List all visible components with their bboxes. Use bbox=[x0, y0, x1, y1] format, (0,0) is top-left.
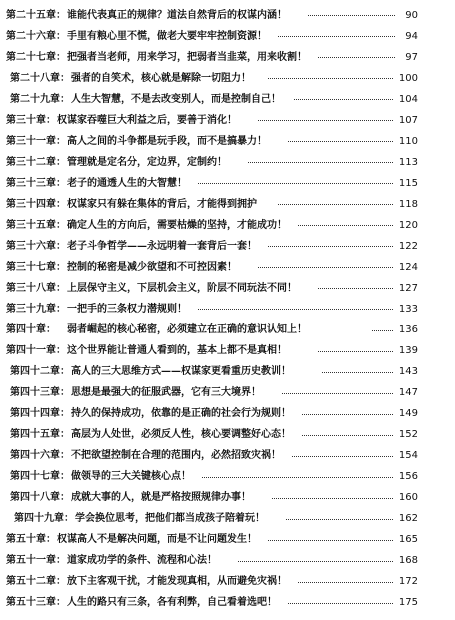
page-number: 154 bbox=[398, 450, 418, 462]
dot-leader bbox=[318, 57, 395, 58]
chapter-title: 人生的路只有三条，各有利弊，自己看着选吧！ bbox=[67, 597, 277, 609]
chapter-number: 第三十五章： bbox=[6, 219, 66, 231]
toc-entry[interactable] bbox=[0, 446, 455, 467]
page-number: 118 bbox=[398, 198, 418, 210]
toc-entry[interactable] bbox=[0, 153, 455, 174]
chapter-number: 第四十章： bbox=[6, 324, 56, 336]
page-number: 152 bbox=[398, 429, 418, 441]
dot-leader bbox=[278, 36, 395, 37]
page-number: 113 bbox=[398, 156, 418, 168]
chapter-number: 第四十二章： bbox=[10, 366, 70, 378]
chapter-number: 第四十五章： bbox=[10, 429, 70, 441]
toc-entry[interactable] bbox=[0, 320, 455, 341]
toc-entry[interactable] bbox=[0, 425, 455, 446]
chapter-title: 放下主客观干扰，才能发现真相，从而避免灾祸！ bbox=[67, 576, 287, 588]
page-number: 110 bbox=[398, 135, 418, 147]
page-number: 90 bbox=[405, 10, 418, 21]
page-number: 143 bbox=[398, 366, 418, 378]
page-number: 104 bbox=[398, 93, 418, 105]
chapter-title: 道家成功学的条件、流程和心法！ bbox=[67, 555, 217, 567]
chapter-number: 第三十三章： bbox=[6, 177, 66, 189]
toc-entry[interactable] bbox=[0, 111, 455, 132]
dot-leader bbox=[258, 267, 393, 268]
toc-entry[interactable] bbox=[0, 69, 455, 90]
page-number: 160 bbox=[398, 492, 418, 504]
toc-entry[interactable] bbox=[0, 404, 455, 425]
page-number: 139 bbox=[398, 345, 418, 357]
dot-leader bbox=[282, 393, 393, 394]
page-number: 115 bbox=[398, 177, 418, 189]
page-number: 172 bbox=[398, 576, 418, 588]
chapter-number: 第三十七章： bbox=[6, 261, 66, 273]
dot-leader bbox=[286, 519, 393, 520]
chapter-number: 第三十六章： bbox=[6, 240, 66, 252]
chapter-number: 第四十一章： bbox=[6, 345, 66, 357]
page-number: 168 bbox=[398, 555, 418, 567]
chapter-title: 上层保守主义，下层机会主义，阶层不同玩法不同！ bbox=[67, 282, 297, 294]
chapter-title: 持久的保持成功，依靠的是正确的社会行为规则！ bbox=[71, 408, 291, 420]
chapter-title: 老子斗争哲学——永远明着一套背后一套！ bbox=[67, 240, 257, 252]
page-number: 162 bbox=[398, 513, 418, 525]
chapter-number: 第三十章： bbox=[6, 114, 56, 126]
chapter-title: 谁能代表真正的规律？道法自然背后的权谋内涵！ bbox=[67, 10, 287, 21]
toc-entry[interactable] bbox=[0, 362, 455, 383]
chapter-title: 人生大智慧，不是去改变别人，而是控制自己！ bbox=[71, 93, 281, 105]
toc-entry[interactable] bbox=[0, 216, 455, 237]
chapter-title: 做领导的三大关键核心点！ bbox=[71, 471, 191, 483]
page-number: 94 bbox=[405, 30, 418, 42]
chapter-number: 第四十八章： bbox=[10, 492, 70, 504]
chapter-title: 确定人生的方向后，需要枯燥的坚持，才能成功！ bbox=[67, 219, 287, 231]
dot-leader bbox=[238, 561, 393, 562]
chapter-number: 第四十四章： bbox=[10, 408, 70, 420]
page-number: 97 bbox=[405, 51, 418, 63]
chapter-title: 老子的通透人生的大智慧！ bbox=[67, 177, 187, 189]
page-number: 149 bbox=[398, 408, 418, 420]
chapter-title: 学会换位思考，把他们都当成孩子陪着玩！ bbox=[75, 513, 265, 525]
page-number: 127 bbox=[398, 282, 418, 294]
page-number: 165 bbox=[398, 534, 418, 546]
dot-leader bbox=[202, 477, 393, 478]
dot-leader bbox=[294, 99, 393, 100]
chapter-number: 第四十九章： bbox=[14, 513, 74, 525]
chapter-number: 第五十三章： bbox=[6, 597, 66, 609]
chapter-title: 思想是最强大的征服武器，它有三大境界！ bbox=[71, 387, 261, 399]
dot-leader bbox=[298, 582, 393, 583]
toc-entry[interactable] bbox=[0, 572, 455, 593]
chapter-title: 高层为人处世，必须反人性，核心要调整好心态！ bbox=[71, 429, 291, 441]
toc-entry[interactable] bbox=[0, 6, 455, 27]
dot-leader bbox=[268, 540, 393, 541]
page-number: 124 bbox=[398, 261, 418, 273]
toc-entry[interactable] bbox=[0, 530, 455, 551]
dot-leader bbox=[292, 456, 393, 457]
chapter-number: 第四十六章： bbox=[10, 450, 70, 462]
chapter-title: 把强者当老师，用来学习，把弱者当韭菜，用来收割！ bbox=[67, 51, 307, 63]
dot-leader bbox=[288, 603, 393, 604]
chapter-number: 第四十三章： bbox=[10, 387, 70, 399]
chapter-title: 权谋家吞噬巨大利益之后，要善于消化！ bbox=[57, 114, 237, 126]
dot-leader bbox=[268, 78, 393, 79]
dot-leader bbox=[248, 162, 393, 163]
dot-leader bbox=[272, 498, 393, 499]
chapter-title: 一把手的三条权力潜规则！ bbox=[67, 303, 187, 315]
chapter-number: 第四十七章： bbox=[10, 471, 70, 483]
toc-entry[interactable] bbox=[0, 90, 455, 111]
toc-entry[interactable] bbox=[0, 488, 455, 509]
toc-entry[interactable] bbox=[0, 27, 455, 48]
dot-leader bbox=[288, 141, 393, 142]
page-number: 136 bbox=[398, 324, 418, 336]
page-number: 133 bbox=[398, 303, 418, 315]
dot-leader bbox=[318, 351, 393, 352]
chapter-title: 弱者崛起的核心秘密，必须建立在正确的意识认知上！ bbox=[67, 324, 307, 336]
chapter-number: 第二十九章： bbox=[10, 93, 70, 105]
chapter-title: 这个世界能让普通人看到的，基本上都不是真相！ bbox=[67, 345, 287, 357]
chapter-title: 不把欲望控制在合理的范围内，必然招致灾祸！ bbox=[71, 450, 281, 462]
chapter-number: 第五十一章： bbox=[6, 555, 66, 567]
chapter-title: 管理就是定名分，定边界，定制约！ bbox=[67, 156, 227, 168]
dot-leader bbox=[318, 288, 393, 289]
chapter-number: 第三十四章： bbox=[6, 198, 66, 210]
dot-leader bbox=[298, 225, 393, 226]
dot-leader bbox=[198, 309, 393, 310]
chapter-title: 手里有粮心里不慌，做老大要牢牢控制资源！ bbox=[67, 30, 267, 42]
toc-entry[interactable] bbox=[0, 383, 455, 404]
chapter-number: 第二十八章： bbox=[10, 72, 70, 84]
dot-leader bbox=[302, 435, 393, 436]
page-number: 122 bbox=[398, 240, 418, 252]
dot-leader bbox=[268, 246, 393, 247]
page-number: 107 bbox=[398, 114, 418, 126]
chapter-number: 第五十二章： bbox=[6, 576, 66, 588]
chapter-number: 第二十六章： bbox=[6, 30, 66, 42]
chapter-number: 第五十章： bbox=[6, 534, 56, 546]
chapter-number: 第二十七章： bbox=[6, 51, 66, 63]
chapter-number: 第三十一章： bbox=[6, 135, 66, 147]
chapter-number: 第三十九章： bbox=[6, 303, 66, 315]
page-number: 100 bbox=[398, 72, 418, 84]
dot-leader bbox=[322, 372, 393, 373]
toc-entry[interactable] bbox=[0, 237, 455, 258]
dot-leader bbox=[302, 414, 393, 415]
page-number: 156 bbox=[398, 471, 418, 483]
toc-entry[interactable] bbox=[0, 593, 455, 614]
toc-entry[interactable] bbox=[0, 467, 455, 488]
toc-entry[interactable] bbox=[0, 551, 455, 572]
page-number: 120 bbox=[398, 219, 418, 231]
chapter-title: 强者的自笑术，核心就是解除一切阻力！ bbox=[71, 72, 251, 84]
dot-leader bbox=[198, 183, 393, 184]
chapter-title: 权谋高人不是解决问题，而是不让问题发生！ bbox=[57, 534, 257, 546]
dot-leader bbox=[258, 120, 393, 121]
toc-entry[interactable] bbox=[0, 300, 455, 321]
chapter-title: 高人的三大思维方式——权谋家更看重历史教训！ bbox=[71, 366, 291, 378]
chapter-number: 第二十五章： bbox=[6, 10, 66, 21]
toc-entry[interactable] bbox=[0, 279, 455, 300]
toc-entry[interactable] bbox=[0, 195, 455, 216]
chapter-number: 第三十二章： bbox=[6, 156, 66, 168]
chapter-number: 第三十八章： bbox=[6, 282, 66, 294]
toc-entry[interactable] bbox=[0, 258, 455, 279]
chapter-title: 权谋家只有躲在集体的背后，才能得到拥护 bbox=[67, 198, 257, 210]
dot-leader bbox=[372, 330, 393, 331]
chapter-title: 成就大事的人，就是严格按照规律办事！ bbox=[71, 492, 251, 504]
page-number: 147 bbox=[398, 387, 418, 399]
dot-leader bbox=[308, 15, 395, 16]
toc-entry[interactable] bbox=[0, 509, 455, 530]
dot-leader bbox=[278, 204, 393, 205]
toc-entry[interactable] bbox=[0, 48, 455, 69]
toc-entry[interactable] bbox=[0, 341, 455, 362]
toc-entry[interactable] bbox=[0, 174, 455, 195]
chapter-title: 控制的秘密是减少欲望和不可控因素！ bbox=[67, 261, 237, 273]
page-number: 175 bbox=[398, 597, 418, 609]
chapter-title: 高人之间的斗争都是玩手段，而不是搞暴力！ bbox=[67, 135, 267, 147]
toc-entry[interactable] bbox=[0, 132, 455, 153]
